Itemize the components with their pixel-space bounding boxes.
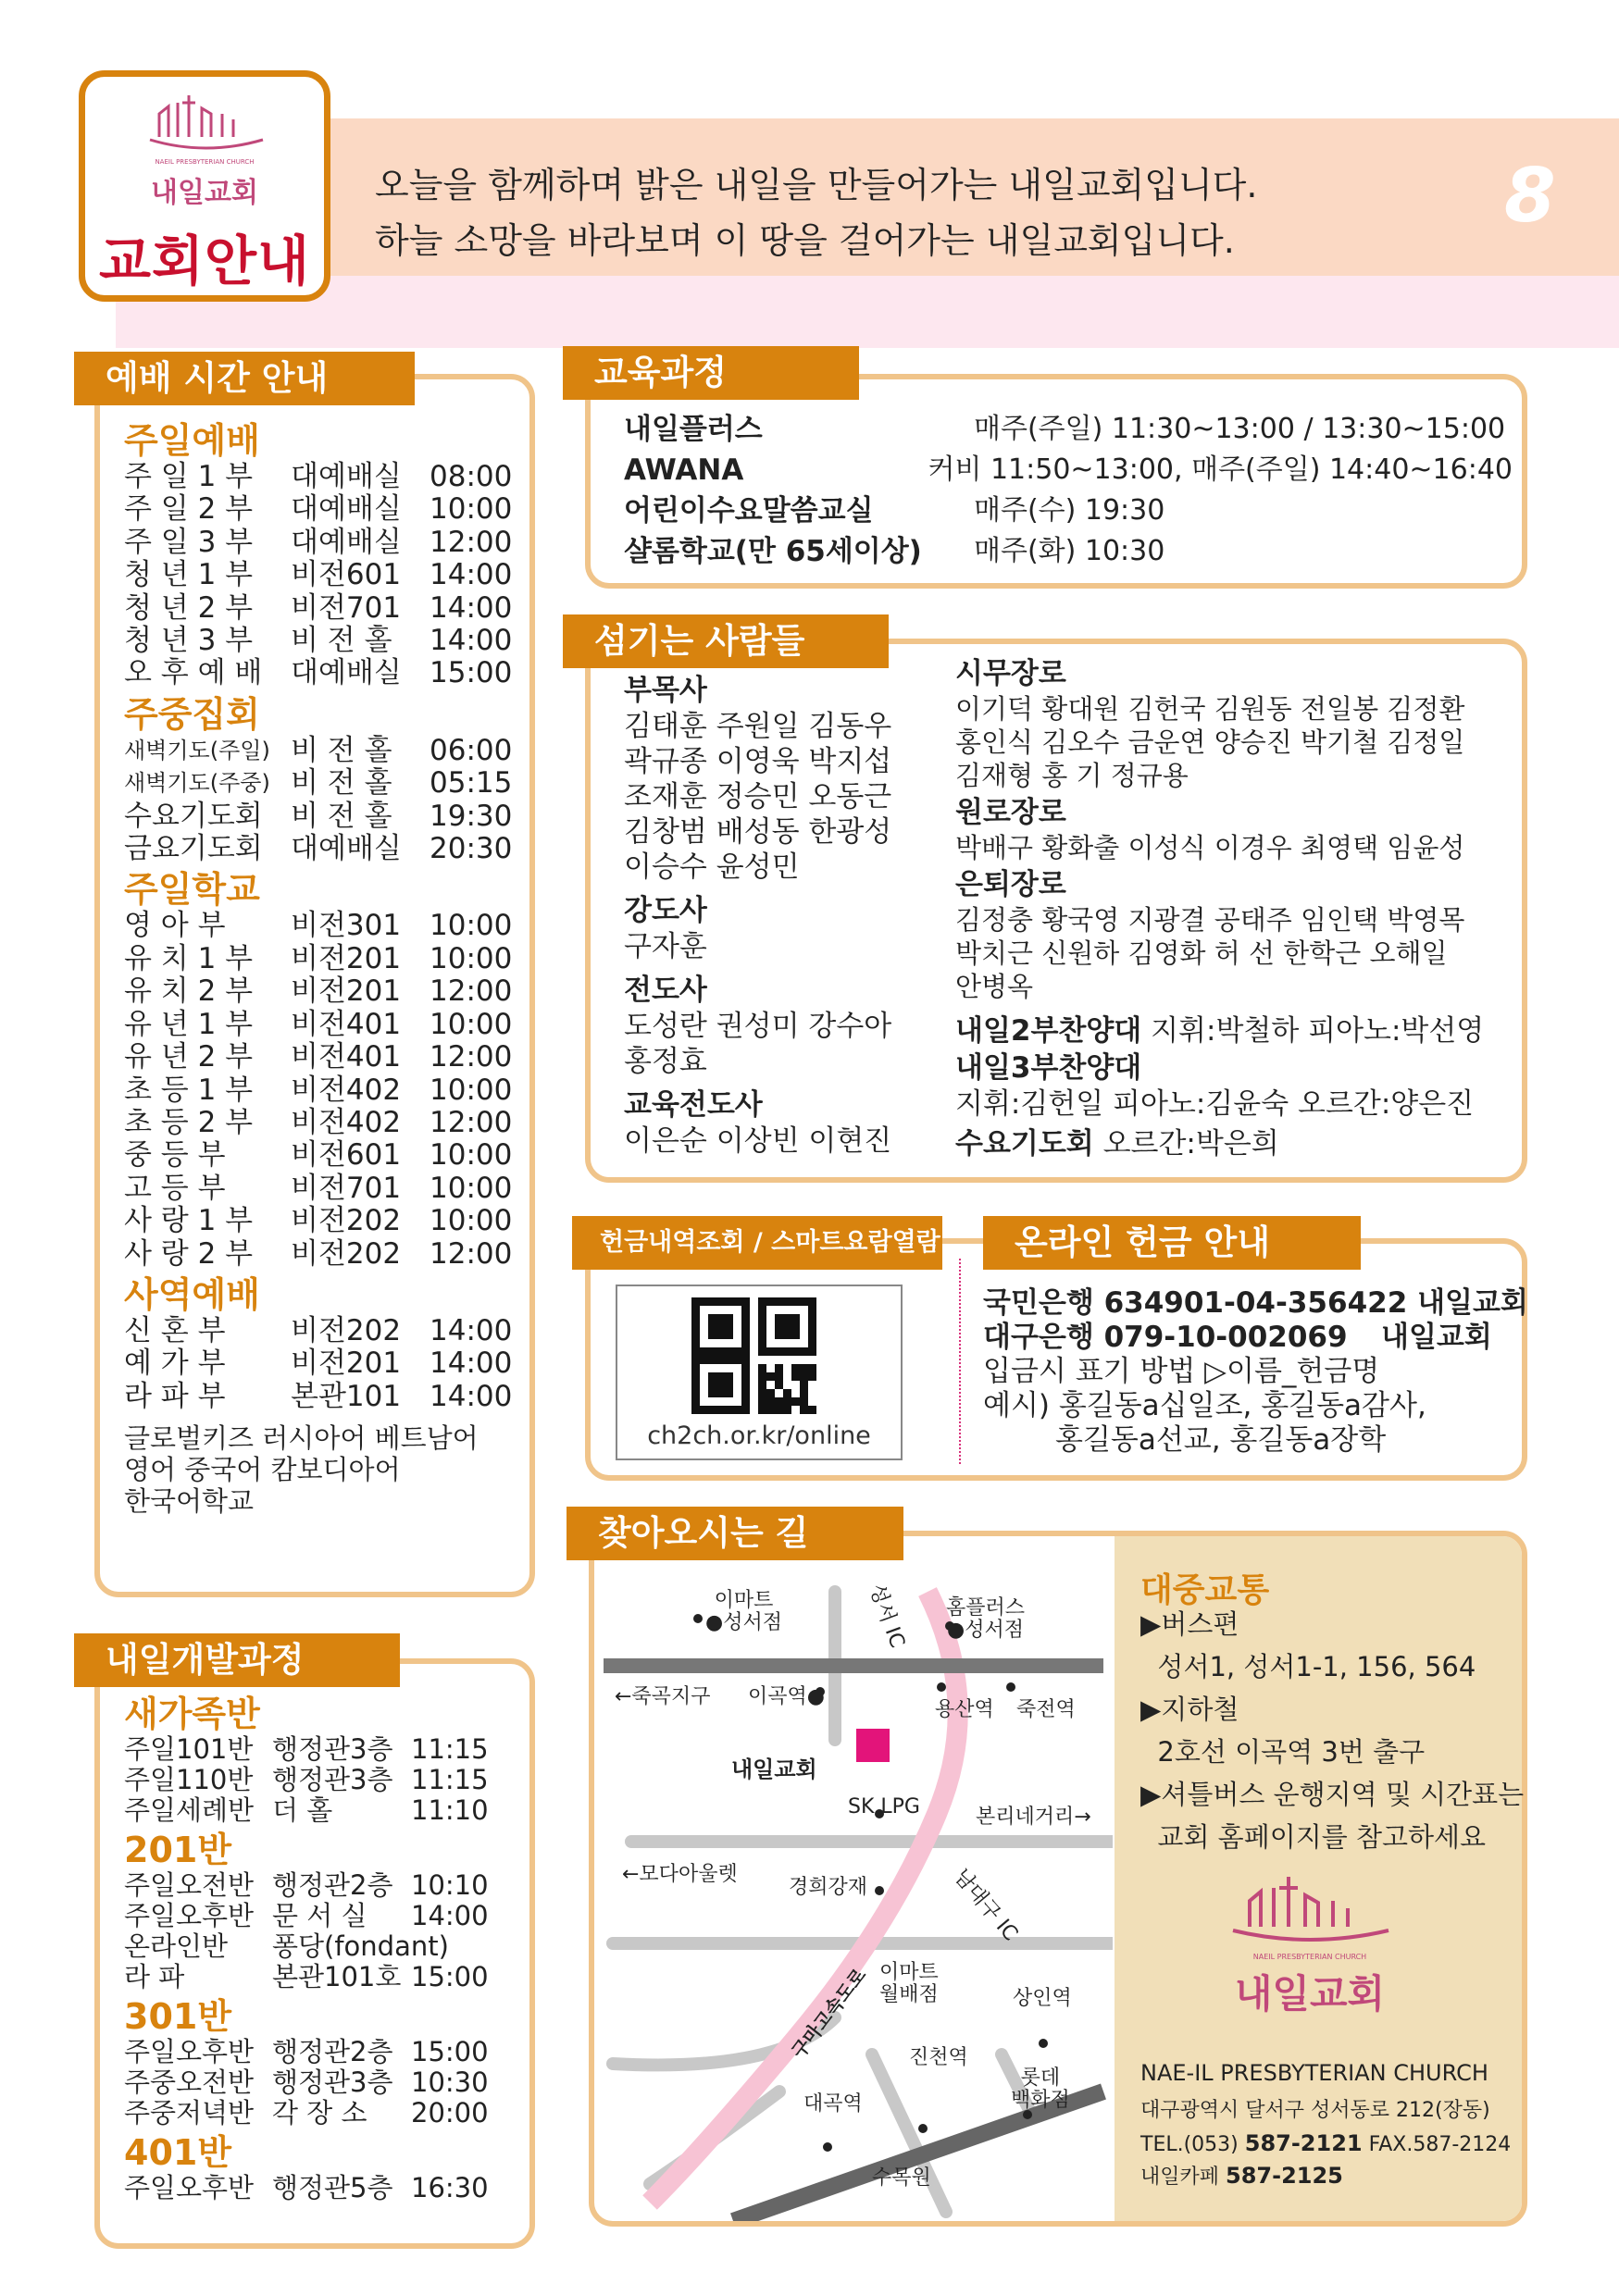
schedule-place: 대예배실 [291, 832, 402, 866]
staff-role-title: 은퇴장로 [955, 868, 1066, 901]
transit-list [1140, 1603, 1525, 1858]
schedule-name: 주 일 2 부 [124, 492, 254, 527]
schedule-time: 20:00 [411, 2097, 489, 2128]
schedule-name: 유 년 2 부 [124, 1040, 254, 1074]
schedule-place: 비전601 [291, 1138, 402, 1173]
bank-line-1: 국민은행 634901-04-356422 내일교회 [983, 1286, 1528, 1320]
bank-2-account: 대구은행 079-10-002069 [983, 1321, 1348, 1354]
schedule-time: 14:00 [430, 1379, 513, 1413]
education-schedule: 매주(수) 19:30 [974, 494, 1165, 527]
schedule-name: 주중오전반 [124, 2066, 255, 2098]
choir-1-title: 내일2부찬양대 [955, 1014, 1142, 1048]
schedule-row [124, 800, 531, 833]
cafe-number: 587-2125 [1226, 2163, 1343, 2189]
worship-heading: 예배 시간 안내 [74, 352, 415, 405]
education-name: 어린이수요말씀교실 [624, 494, 874, 527]
schedule-place: 행정관5층 [272, 2172, 393, 2203]
schedule-time: 10:30 [411, 2066, 489, 2098]
schedule-name: 초 등 1 부 [124, 1073, 254, 1107]
tagline-line-1: 오늘을 함께하며 밝은 내일을 만들어가는 내일교회입니다. [375, 165, 1258, 205]
church-logo-icon [141, 86, 270, 160]
tagline-line-2: 하늘 소망을 바라보며 이 땅을 걸어가는 내일교회입니다. [375, 220, 1235, 261]
schedule-row [124, 625, 531, 657]
schedule-place: 대예배실 [291, 656, 402, 690]
schedule-time: 15:00 [430, 656, 513, 690]
qr-url[interactable]: ch2ch.or.kr/online [647, 1421, 871, 1450]
schedule-row [124, 833, 531, 865]
directions-heading: 찾아오시는 길 [567, 1507, 903, 1560]
schedule-time: 14:00 [430, 590, 513, 625]
schedule-row [124, 943, 531, 975]
schedule-row [124, 1347, 531, 1380]
transit-line: 2호선 이곡역 3번 출구 [1140, 1736, 1426, 1768]
staff-role-title: 전도사 [624, 974, 707, 1007]
schedule-time: 14:00 [430, 1347, 513, 1381]
schedule-row [124, 2037, 531, 2067]
map-label-igok: 이곡역● [748, 1685, 825, 1708]
schedule-row [124, 1107, 531, 1139]
map-label-yongsan: 용산역 [935, 1698, 994, 1721]
schedule-place: 비 전 홀 [291, 799, 392, 833]
schedule-place: 비 전 홀 [291, 733, 392, 767]
schedule-place: 본관101호 [272, 1961, 402, 1992]
schedule-row [124, 1173, 531, 1205]
schedule-name: 청 년 3 부 [124, 624, 254, 658]
schedule-row [124, 2067, 531, 2098]
worship-list [124, 420, 531, 1517]
schedule-time: 10:00 [430, 1007, 513, 1041]
schedule-group-title: 301반 [124, 1996, 232, 2037]
map-label-moda: ←모다아울렛 [622, 1863, 738, 1886]
schedule-name: 라 파 부 [124, 1379, 226, 1413]
schedule-row [124, 1870, 531, 1901]
schedule-name: 주일101반 [124, 1733, 254, 1765]
schedule-row [124, 975, 531, 1008]
map-label-seongseo-ic: 성서 IC [864, 1581, 909, 1651]
schedule-place: 비전401 [291, 1040, 402, 1074]
schedule-name: 오 후 예 배 [124, 656, 263, 690]
map-label-namdaegu: 남대구 IC [949, 1865, 1023, 1946]
staff-names: 홍정효 [624, 1045, 707, 1078]
staff-names: 김정충 황국영 지광결 공태주 임인택 박영목 [955, 904, 1465, 936]
schedule-time: 10:00 [430, 1171, 513, 1205]
transit-line: ▶셔틀버스 운행지역 및 시간표는 [1140, 1779, 1525, 1810]
schedule-place: 대예배실 [291, 460, 402, 493]
choir-2-text: 지휘:김헌일 피아노:김윤숙 오르간:양은진 [955, 1087, 1475, 1121]
map-label-lotte: 롯데 백화점 [1011, 2066, 1070, 2112]
schedule-place: 비전701 [291, 1171, 402, 1205]
map-label-bonri: 본리네거리→ [976, 1806, 1091, 1829]
schedule-row [124, 527, 531, 559]
schedule-time: 11:10 [411, 1794, 489, 1826]
education-name: 샬롬학교(만 65세이상) [624, 535, 922, 568]
schedule-name: 예 가 부 [124, 1347, 226, 1381]
choir-2-title: 내일3부찬양대 [955, 1051, 1142, 1085]
schedule-row [124, 1765, 531, 1795]
schedule-name: 주일오전반 [124, 1869, 255, 1901]
staff-names: 조재훈 정승민 오동근 [624, 780, 892, 813]
schedule-time: 10:00 [430, 909, 513, 943]
map-label-emart-wolbae: 이마트 월배점 [879, 1961, 939, 2006]
cafe-tel [1140, 2160, 1529, 2193]
map-label-expressway: 구마고속도로 [787, 1964, 871, 2063]
staff-names: 김창범 배성동 한광성 [624, 815, 892, 849]
church-tel [1140, 2128, 1529, 2160]
schedule-time: 16:30 [411, 2172, 489, 2203]
schedule-time: 05:15 [430, 766, 513, 800]
schedule-row [124, 559, 531, 591]
schedule-name: 사 랑 1 부 [124, 1204, 254, 1238]
staff-names: 구자훈 [624, 930, 707, 963]
logo-name: 내일교회 [151, 177, 258, 209]
schedule-row [124, 657, 531, 689]
schedule-place: 더 홀 [272, 1794, 333, 1826]
education-list [624, 409, 1513, 572]
schedule-row [124, 1074, 531, 1107]
schedule-row [124, 2173, 531, 2203]
schedule-time: 14:00 [430, 558, 513, 592]
schedule-name: 초 등 2 부 [124, 1105, 254, 1139]
header-band-lower [116, 276, 1619, 348]
schedule-row [124, 592, 531, 625]
schedule-name: 중 등 부 [124, 1138, 226, 1173]
staff-role-title: 교육전도사 [624, 1088, 763, 1122]
schedule-time: 15:00 [411, 1961, 489, 1992]
schedule-place: 대예배실 [291, 525, 402, 559]
schedule-group-title: 주일학교 [124, 869, 260, 911]
page-number: 8 [1504, 153, 1556, 239]
education-row [624, 450, 1513, 490]
schedule-place: 행정관2층 [272, 2036, 393, 2067]
staff-right-column [955, 655, 1520, 1003]
schedule-name: 수요기도회 [124, 799, 263, 833]
education-name: AWANA [624, 453, 744, 487]
schedule-place: 비전202 [291, 1204, 402, 1238]
bottom-logo-name: 내일교회 [1234, 1971, 1386, 2017]
schedule-place: 퐁당(fondant) [272, 1930, 449, 1962]
logo-box [79, 70, 330, 302]
schedule-place: 비전202 [291, 1313, 402, 1347]
staff-names: 김태훈 주원일 김동우 [624, 710, 892, 743]
map-label-daegok: 대곡역 [803, 2092, 863, 2116]
schedule-time: 10:00 [430, 941, 513, 975]
map-label-sangin: 상인역 [1013, 1987, 1072, 2010]
bank-2-name: 내일교회 [1381, 1321, 1492, 1354]
schedule-name: 영 아 부 [124, 909, 226, 943]
development-heading: 내일개발과정 [74, 1633, 400, 1687]
offering-divider [959, 1259, 961, 1464]
schedule-row [124, 1139, 531, 1172]
schedule-time: 12:00 [430, 525, 513, 559]
schedule-name: 주 일 3 부 [124, 525, 254, 559]
staff-names: 이승수 윤성민 [624, 850, 800, 884]
schedule-row [124, 1901, 531, 1931]
schedule-time: 11:15 [411, 1764, 489, 1795]
education-name: 내일플러스 [624, 413, 763, 446]
church-contact [1140, 2053, 1529, 2193]
schedule-group-title: 사역예배 [124, 1273, 260, 1315]
schedule-place: 비전301 [291, 909, 402, 943]
online-offering-heading: 온라인 헌금 안내 [983, 1216, 1361, 1270]
map-label-homeplus: 홈플러스 ●성서점 [946, 1596, 1026, 1642]
schedule-place: 대예배실 [291, 492, 402, 527]
education-schedule: 커비 11:50~13:00, 매주(주일) 14:40~16:40 [928, 453, 1513, 486]
schedule-row [124, 1962, 531, 1992]
schedule-place: 행정관3층 [272, 1733, 393, 1765]
choir-3 [955, 1125, 1520, 1162]
schedule-time: 06:00 [430, 733, 513, 767]
schedule-time: 20:30 [430, 832, 513, 866]
schedule-time: 12:00 [430, 1236, 513, 1271]
schedule-time: 12:00 [430, 974, 513, 1009]
choir-3-title: 수요기도회 [955, 1127, 1094, 1160]
choir-1-text: 지휘:박철하 피아노:박선영 [1141, 1014, 1485, 1048]
schedule-name: 고 등 부 [124, 1171, 226, 1205]
staff-names: 도성란 권성미 강수아 [624, 1010, 892, 1043]
schedule-name: 주일오후반 [124, 1900, 255, 1931]
schedule-time: 08:00 [430, 460, 513, 493]
schedule-name: 새벽기도(주중) [124, 770, 270, 797]
qr-code-icon[interactable] [691, 1297, 821, 1418]
schedule-time: 14:00 [430, 1313, 513, 1347]
staff-names: 김재형 홍 기 정규용 [955, 760, 1189, 791]
choir-1 [955, 1012, 1520, 1049]
schedule-name: 유 치 2 부 [124, 974, 254, 1009]
qr-frame [616, 1285, 903, 1460]
schedule-row [124, 2098, 531, 2128]
schedule-time: 14:00 [430, 624, 513, 658]
offering-check-heading: 헌금내역조회 / 스마트요람열람 [572, 1216, 942, 1270]
logo-small-text: NAEIL PRESBYTERIAN CHURCH [155, 158, 255, 166]
cafe-label: 내일카페 [1140, 2166, 1227, 2189]
schedule-name: 주일오후반 [124, 2172, 255, 2203]
schedule-place: 비전201 [291, 1347, 402, 1381]
schedule-row [124, 1009, 531, 1041]
schedule-time: 12:00 [430, 1040, 513, 1074]
church-address: 대구광역시 달서구 성서동로 212(장동) [1140, 2099, 1490, 2122]
schedule-row [124, 1238, 531, 1271]
tel-label: TEL.(053) [1140, 2133, 1245, 2156]
deposit-example-2: 홍길동a선교, 홍길동a장학 [1055, 1423, 1387, 1457]
schedule-name: 신 혼 부 [124, 1313, 226, 1347]
schedule-group-title: 401반 [124, 2132, 232, 2173]
schedule-place: 행정관3층 [272, 1764, 393, 1795]
staff-role-title: 시무장로 [955, 657, 1066, 690]
schedule-place: 비전201 [291, 941, 402, 975]
staff-role-title: 강도사 [624, 894, 707, 927]
schedule-row [124, 1795, 531, 1826]
schedule-row [124, 1205, 531, 1237]
deposit-example-1: 예시) 홍길동a십일조, 홍길동a감사, [983, 1389, 1426, 1422]
schedule-place: 비전701 [291, 590, 402, 625]
schedule-name: 온라인반 [124, 1930, 229, 1962]
page-title: 교회안내 [98, 230, 311, 292]
schedule-place: 비전201 [291, 974, 402, 1009]
tagline [375, 157, 1257, 268]
map-label-jukgok: ←죽곡지구 [615, 1685, 711, 1708]
schedule-row [124, 461, 531, 493]
schedule-place: 비전401 [291, 1007, 402, 1041]
schedule-time: 10:00 [430, 1073, 513, 1107]
choir-3-text: 오르간:박은희 [1093, 1127, 1279, 1160]
staff-role-title: 원로장로 [955, 796, 1066, 829]
schedule-name: 금요기도회 [124, 832, 263, 866]
schedule-row [124, 910, 531, 942]
map-label-kyunghee: 경희강재 [789, 1876, 868, 1899]
schedule-time: 10:00 [430, 492, 513, 527]
schedule-name: 주중저녁반 [124, 2097, 255, 2128]
schedule-place: 본관101 [291, 1379, 402, 1413]
education-schedule: 매주(주일) 11:30~13:00 / 13:30~15:00 [974, 413, 1506, 445]
transit-title: 대중교통 [1140, 1571, 1270, 1609]
church-name-en: NAE-IL PRESBYTERIAN CHURCH [1140, 2060, 1488, 2086]
schedule-name: 주 일 1 부 [124, 460, 254, 493]
map-label-sklpg: SK LPG [848, 1795, 920, 1818]
staff-names: 이기덕 황대원 김헌국 김원동 전일봉 김정환 [955, 693, 1465, 725]
worship-note-line: 영어 중국어 캄보디아어 [124, 1454, 401, 1486]
schedule-place: 행정관2층 [272, 1869, 393, 1901]
schedule-time: 19:30 [430, 799, 513, 833]
education-heading: 교육과정 [563, 346, 859, 400]
staff-role-title: 부목사 [624, 674, 707, 707]
schedule-name: 사 랑 2 부 [124, 1236, 254, 1271]
schedule-place: 비전202 [291, 1236, 402, 1271]
schedule-group-title: 201반 [124, 1830, 232, 1870]
schedule-row [124, 1381, 531, 1413]
schedule-place: 비전601 [291, 558, 402, 592]
education-schedule: 매주(화) 10:30 [974, 535, 1165, 567]
schedule-row [124, 1041, 531, 1074]
deposit-note: 입금시 표기 방법 ▷이름_헌금명 [983, 1355, 1380, 1388]
schedule-group-title: 주일예배 [124, 420, 260, 461]
schedule-time: 10:00 [430, 1138, 513, 1173]
staff-names: 안병옥 [955, 971, 1034, 1002]
schedule-time: 11:15 [411, 1733, 489, 1765]
map-label-emart-seongseo: 이마트 ●성서점 [705, 1589, 782, 1634]
staff-left-column [624, 672, 929, 1159]
education-row [624, 490, 1513, 531]
schedule-name: 주일세례반 [124, 1794, 255, 1826]
schedule-name: 유 년 1 부 [124, 1007, 254, 1041]
staff-heading: 섬기는 사람들 [563, 614, 889, 668]
bank-line-2 [983, 1321, 1520, 1355]
choir-lines [955, 1012, 1520, 1162]
map-label-jincheon: 진천역 [909, 2046, 968, 2069]
schedule-place: 비전402 [291, 1105, 402, 1139]
transit-line: 성서1, 성서1-1, 156, 564 [1140, 1651, 1476, 1682]
schedule-name: 청 년 1 부 [124, 558, 254, 592]
schedule-name: 주일오후반 [124, 2036, 255, 2067]
schedule-place: 각 장 소 [272, 2097, 367, 2128]
schedule-place: 문 서 실 [272, 1900, 367, 1931]
education-row [624, 531, 1513, 572]
development-list [124, 1694, 531, 2203]
schedule-name: 주일110반 [124, 1764, 254, 1795]
transit-line: ▶지하철 [1140, 1694, 1239, 1725]
schedule-place: 비 전 홀 [291, 624, 392, 658]
schedule-row [124, 1315, 531, 1347]
bottom-logo-small-text: NAEIL PRESBYTERIAN CHURCH [1252, 1953, 1367, 1961]
map-label-sumok: 수목원 [872, 2166, 931, 2190]
transit-line: ▶버스편 [1140, 1608, 1239, 1640]
schedule-name: 유 치 1 부 [124, 941, 254, 975]
schedule-time: 14:00 [411, 1900, 489, 1931]
schedule-name: 새벽기도(주일) [124, 737, 270, 763]
worship-note-line: 한국어학교 [124, 1485, 255, 1518]
schedule-place: 비전402 [291, 1073, 402, 1107]
schedule-time: 10:10 [411, 1869, 489, 1901]
schedule-group-title: 새가족반 [124, 1694, 260, 1734]
schedule-time: 10:00 [430, 1204, 513, 1238]
church-marker[interactable] [856, 1729, 890, 1762]
schedule-row [124, 493, 531, 526]
staff-names: 박배구 황화출 이성식 이경우 최영택 임윤성 [955, 832, 1465, 863]
online-offering-text [983, 1286, 1528, 1458]
fax-number: FAX.587-2124 [1362, 2133, 1512, 2156]
tel-number: 587-2121 [1244, 2130, 1363, 2156]
schedule-row [124, 735, 531, 767]
schedule-time: 12:00 [430, 1105, 513, 1139]
schedule-place: 비 전 홀 [291, 766, 392, 800]
transit-line: 교회 홈페이지를 참고하세요 [1140, 1821, 1487, 1853]
staff-names: 곽규종 이영욱 박지섭 [624, 745, 892, 778]
schedule-row [124, 767, 531, 800]
schedule-row [124, 1734, 531, 1765]
staff-names: 이은순 이상빈 이현진 [624, 1124, 892, 1158]
worship-note-line: 글로벌키즈 러시아어 베트남어 [124, 1422, 479, 1455]
map-label-jukjeon: 죽전역 [1016, 1698, 1076, 1721]
schedule-time: 15:00 [411, 2036, 489, 2067]
schedule-group-title: 주중집회 [124, 693, 260, 735]
map-label-church: 내일교회 [731, 1756, 817, 1782]
staff-names: 박치근 신원하 김영화 허 선 한학근 오해일 [955, 937, 1448, 969]
church-logo-icon-bottom [1222, 1869, 1398, 1953]
schedule-place: 행정관3층 [272, 2066, 393, 2098]
schedule-row [124, 1931, 531, 1962]
schedule-name: 라 파 [124, 1961, 185, 1992]
education-row [624, 409, 1513, 450]
schedule-name: 청 년 2 부 [124, 590, 254, 625]
staff-names: 홍인식 김오수 금운연 양승진 박기철 김정일 [955, 726, 1465, 758]
